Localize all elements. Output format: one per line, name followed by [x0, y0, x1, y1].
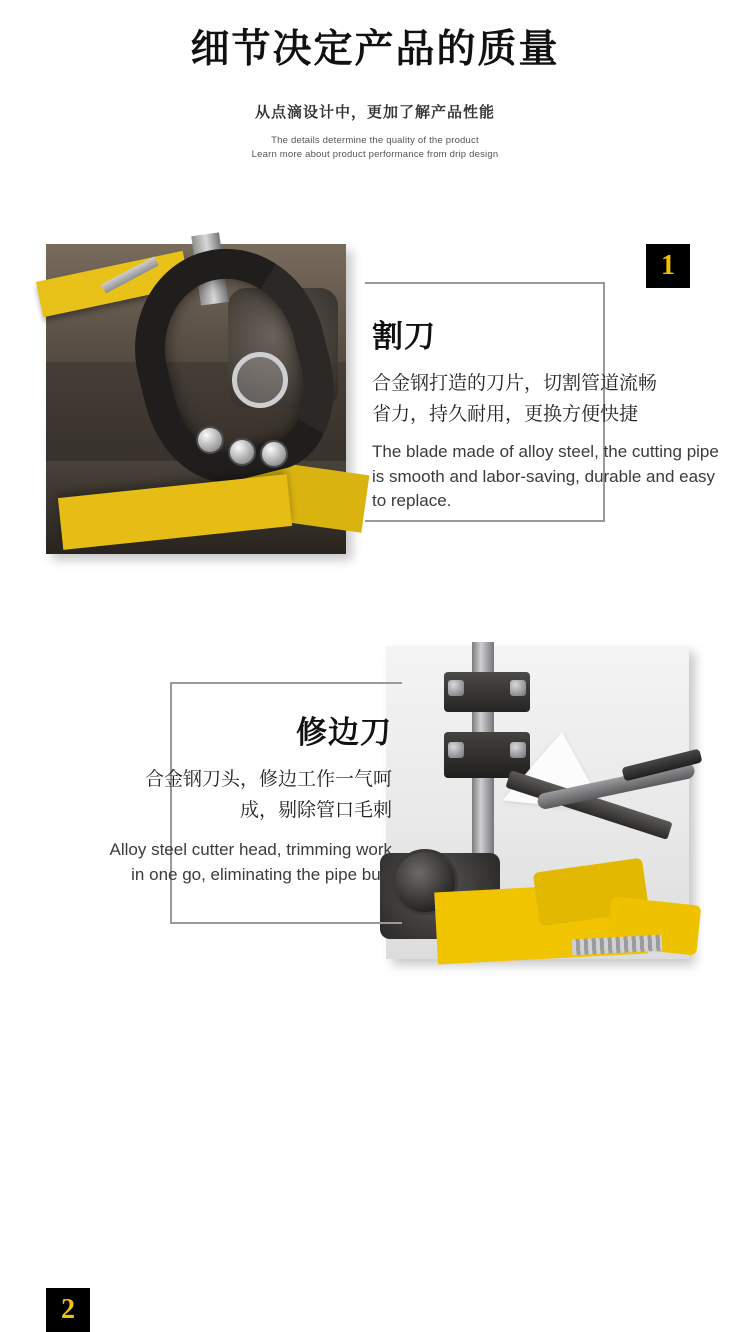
feature-1-photo [46, 244, 346, 554]
feature-1-chinese-line2: 省力，持久耐用，更换方便快捷 [372, 403, 639, 425]
feature-2-chinese [20, 765, 392, 826]
subtitle-english-line2: Learn more about product performance from drip design [251, 149, 499, 161]
feature-1-text [372, 318, 732, 514]
subtitle-chinese: 从点滴设计中，更加了解产品性能 [254, 103, 495, 121]
feature-2-photo [386, 646, 689, 959]
feature-2-chinese-line1: 合金钢刀头，修边工作一气呵 [144, 769, 392, 791]
photo-roller-3 [260, 440, 288, 468]
feature-2-badge: 2 [46, 1288, 90, 1332]
page-header [0, 0, 750, 163]
photo2-bolt-3 [448, 742, 464, 758]
photo-roller-2 [228, 438, 256, 466]
feature-1-heading: 割刀 [372, 319, 436, 354]
photo-roller-1 [196, 426, 224, 454]
feature-1-badge: 1 [646, 244, 690, 288]
subtitle-english [0, 134, 750, 163]
page-title: 细节决定产品的质量 [190, 28, 560, 71]
feature-1-chinese-line1: 合金钢打造的刀片，切割管道流畅 [372, 373, 658, 395]
photo-blade-disc [232, 352, 288, 408]
photo2-bolt-2 [510, 680, 526, 696]
feature-2-heading: 修边刀 [296, 715, 392, 750]
photo2-bolt-1 [448, 680, 464, 696]
feature-section-1 [0, 238, 750, 578]
feature-2-english-line1: Alloy steel cutter head, trimming work [109, 839, 392, 859]
feature-section-2 [0, 640, 750, 1325]
subtitle-english-line1: The details determine the quality of the product [271, 134, 479, 146]
feature-1-chinese [372, 369, 724, 430]
feature-2-english [20, 838, 392, 887]
feature-2-english-line2: in one go, eliminating the pipe burr [131, 864, 392, 884]
feature-2-chinese-line2: 成，剔除管口毛刺 [239, 799, 392, 821]
feature-1-english: The blade made of alloy steel, the cutting pipe is smooth and labor-saving, durable and easy to replace. [372, 441, 719, 511]
feature-2-text [20, 714, 392, 887]
